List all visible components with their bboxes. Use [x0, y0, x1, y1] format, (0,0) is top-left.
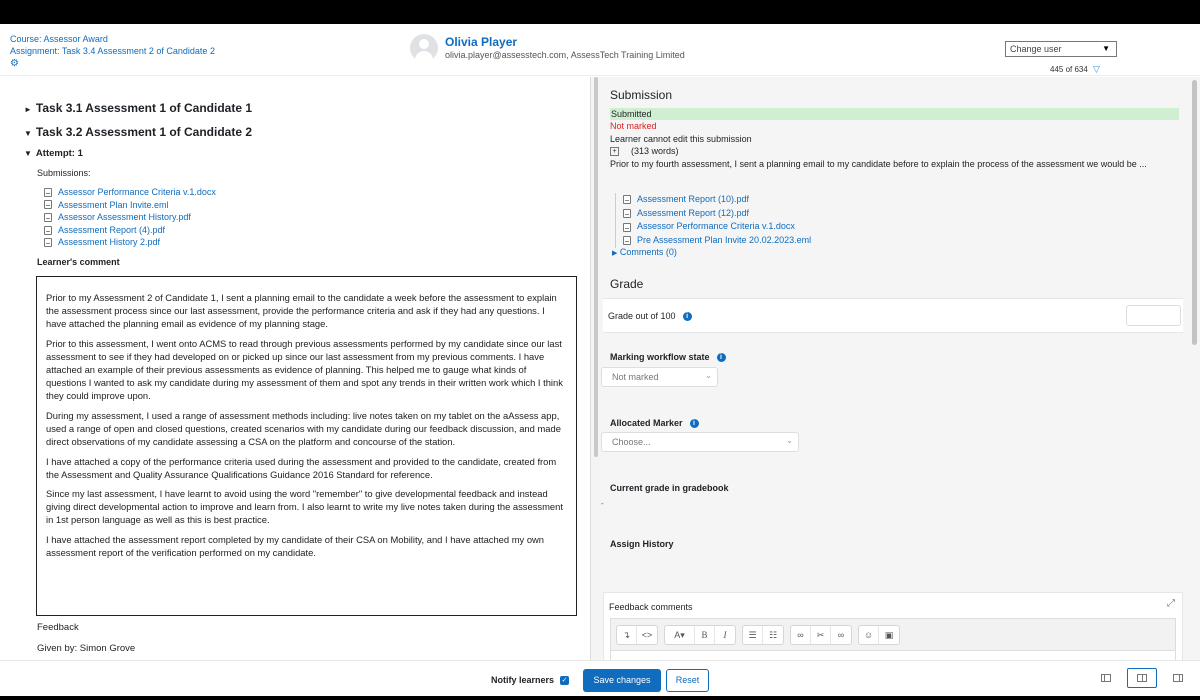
collapse-review-pane-button[interactable] — [1093, 668, 1119, 688]
collapse-grade-pane-button[interactable] — [1165, 668, 1191, 688]
feedback-comments-panel — [603, 592, 1183, 660]
collapsed-triangle-icon: ► — [24, 105, 32, 114]
paragraph-style-icon[interactable]: A▾ — [665, 626, 695, 644]
file-link[interactable]: Assessment Report (12).pdf — [637, 207, 750, 218]
file-link[interactable]: Assessment Report (4).pdf — [58, 224, 166, 235]
file-item — [623, 234, 811, 248]
file-icon — [44, 238, 52, 247]
file-icon — [623, 223, 631, 232]
workflow-state-select[interactable] — [601, 367, 718, 387]
toolbar-group — [664, 625, 736, 645]
unlink-icon[interactable]: ✂ — [811, 626, 831, 644]
submission-file-list — [44, 186, 216, 249]
task-3-1-toggle[interactable] — [24, 101, 252, 115]
grade-pane-scrollbar[interactable] — [1192, 80, 1197, 345]
comment-paragraph: Prior to this assessment, I went onto ACMS to read through previous assessments performed by my candidate since our last assessment to see if they had developed on or picked up since our last assessment from my previous comments. I have attached an example of their previous assessments as evidence of planning. This helped me to gauge what kinds of questions I wanted to ask my candidate during my assessment of them and spot any trends in their written work which I think they could improve upon. — [46, 337, 563, 402]
file-item — [44, 211, 216, 224]
attempt-title: Attempt: 1 — [35, 148, 83, 159]
learner-comment-label: Learner's comment — [37, 257, 120, 267]
comments-toggle[interactable] — [612, 247, 677, 257]
course-link[interactable]: Course: Assessor Award — [10, 34, 108, 44]
top-black-bar — [0, 0, 1200, 23]
bold-icon[interactable]: B — [695, 626, 715, 644]
default-layout-button[interactable] — [1127, 668, 1157, 688]
grader-app — [0, 24, 1200, 696]
grade-label-text: Grade out of 100 — [608, 311, 676, 321]
avatar — [410, 34, 438, 62]
file-item — [44, 236, 216, 249]
file-link[interactable]: Assessment History 2.pdf — [58, 237, 161, 248]
user-navigation — [1005, 41, 1117, 57]
grader-footer — [0, 660, 1200, 696]
allocated-marker-select[interactable] — [601, 432, 799, 452]
file-item — [623, 220, 811, 234]
workflow-label — [610, 352, 726, 362]
submission-status-badge: Submitted — [610, 108, 1179, 120]
toolbar-group — [858, 625, 900, 645]
italic-icon[interactable]: I — [723, 630, 727, 640]
layout-switcher — [1093, 668, 1199, 688]
image-icon[interactable]: ▣ — [884, 630, 894, 640]
file-icon — [623, 209, 631, 218]
file-icon — [623, 195, 631, 204]
chevron-down-icon: ⌄ — [705, 371, 712, 380]
emoticon-icon[interactable]: ☺ — [859, 626, 879, 644]
task-3-2-toggle[interactable] — [24, 125, 252, 139]
layout-right-icon — [1173, 674, 1183, 682]
settings-gear-icon[interactable]: ⚙ — [10, 58, 19, 69]
feedback-given-by: Given by: Simon Grove — [37, 643, 136, 654]
filter-icon[interactable]: ▽ — [1093, 64, 1100, 74]
toolbar-toggle-icon[interactable]: ↴ — [617, 626, 637, 644]
expand-text-icon[interactable]: + — [610, 147, 619, 156]
word-count-row — [610, 146, 679, 156]
grade-label — [608, 311, 692, 321]
gradebook-label: Current grade in gradebook — [610, 483, 729, 493]
breadcrumb — [10, 33, 215, 70]
reset-button[interactable]: Reset — [666, 669, 709, 692]
info-icon[interactable]: i — [683, 312, 692, 321]
user-count-text: 445 of 634 — [1050, 65, 1088, 74]
expanded-triangle-icon: ▼ — [24, 129, 32, 138]
file-icon — [623, 236, 631, 245]
fullscreen-icon[interactable]: ⤢ — [1167, 598, 1175, 609]
notify-learners-label: Notify learners — [491, 675, 555, 685]
file-link[interactable]: Assessor Performance Criteria v.1.docx — [58, 187, 216, 197]
file-icon — [44, 226, 52, 235]
user-email: olivia.player@assesstech.com, AssessTech Training Limited — [445, 50, 685, 60]
change-user-select[interactable] — [1005, 41, 1117, 57]
marker-label-text: Allocated Marker — [610, 418, 683, 428]
file-item — [44, 186, 216, 199]
feedback-label: Feedback — [37, 622, 79, 633]
gradebook-value: - — [601, 499, 604, 508]
file-item — [623, 207, 811, 221]
user-count — [1050, 64, 1100, 75]
info-icon[interactable]: i — [717, 353, 726, 362]
submission-excerpt: Prior to my fourth assessment, I sent a planning email to my candidate before to explain the process of the assessment we would be ... — [610, 159, 1147, 169]
editor-toolbar — [611, 619, 1175, 651]
workflow-state-value: Not marked — [612, 372, 659, 382]
file-icon — [44, 188, 52, 197]
file-link[interactable]: Assessor Assessment History.pdf — [58, 212, 191, 223]
anchor-link-icon[interactable]: ∞ — [837, 630, 845, 640]
bottom-black-bar — [0, 696, 1200, 700]
grade-input[interactable] — [1126, 305, 1181, 326]
grade-heading: Grade — [610, 277, 644, 291]
comments-label: Comments (0) — [619, 247, 677, 257]
file-item — [44, 199, 216, 212]
unordered-list-icon[interactable]: ☰ — [743, 626, 763, 644]
allocated-marker-value: Choose... — [612, 437, 651, 447]
layout-left-icon — [1101, 674, 1111, 682]
feedback-editor — [610, 618, 1176, 660]
left-pane-scrollbar[interactable] — [594, 77, 598, 457]
pane-resize-divider[interactable] — [590, 77, 601, 660]
collapsed-triangle-icon: ▶ — [612, 250, 618, 257]
comment-paragraph: Prior to my Assessment 2 of Candidate 1, I sent a planning email to the candidate a week before the assessment to explain the assessment process since our last assessment, provide the performance criteria and ask if they had any questions. I have attached the planning email as evidence of my planning stage. — [46, 292, 557, 330]
grader-header — [0, 24, 1200, 76]
file-item — [623, 193, 811, 207]
toolbar-group — [616, 625, 658, 645]
file-link[interactable]: Assessor Performance Criteria v.1.docx — [637, 221, 795, 232]
comment-paragraph: I have attached the assessment report completed by my candidate of their CSA on Mobility, and I have attached my own assessment report of the verification performed on my candidate. — [46, 534, 545, 559]
file-link[interactable]: Assessment Plan Invite.eml — [58, 199, 169, 210]
notify-learners-checkbox[interactable]: ✓ — [561, 676, 568, 684]
toolbar-group — [790, 625, 852, 645]
user-name-link[interactable]: Olivia Player — [445, 35, 518, 49]
comment-paragraph: During my assessment, I used a range of assessment methods including: live notes taken on my tablet on the aAssess app, used a range of open and closed questions, created scenarios with my candidate during our feedback discussion, and made direct observations of my candidate assessing a CSA on the platform and concourse of the station. — [46, 409, 561, 447]
learner-comment-box — [36, 276, 577, 616]
submissions-label: Submissions: — [37, 168, 91, 178]
grading-status: Not marked — [610, 121, 657, 131]
assignment-link[interactable]: Assignment: Task 3.4 Assessment 2 of Candidate 2 — [10, 46, 215, 56]
current-user — [410, 34, 685, 62]
notify-learners[interactable] — [491, 675, 569, 685]
workflow-label-text: Marking workflow state — [610, 352, 710, 362]
comment-paragraph: Since my last assessment, I have learnt to avoid using the word "remember" to give developmental feedback and instead giving direct developmental action to improve and learn from. I also learnt to write my live notes taken during the assessment in 1st person language as well as this is best practice. — [46, 488, 563, 526]
review-pane — [0, 77, 590, 660]
attempt-toggle[interactable] — [24, 148, 83, 159]
assign-history-label[interactable]: Assign History — [610, 539, 674, 549]
dropdown-caret-icon: ▼ — [1102, 44, 1110, 53]
file-link[interactable]: Pre Assessment Plan Invite 20.02.2023.eml — [637, 235, 812, 246]
file-icon — [44, 200, 52, 209]
task-3-1-title: Task 3.1 Assessment 1 of Candidate 1 — [35, 101, 253, 115]
link-icon[interactable]: ∞ — [791, 626, 811, 644]
toolbar-group — [742, 625, 784, 645]
info-icon[interactable]: i — [690, 419, 699, 428]
html-source-icon[interactable]: <> — [641, 630, 653, 640]
submitted-file-list — [615, 193, 811, 248]
file-link[interactable]: Assessment Report (10).pdf — [637, 194, 750, 204]
change-user-placeholder: Change user — [1010, 44, 1062, 54]
edit-status: Learner cannot edit this submission — [610, 134, 752, 144]
task-3-2-title: Task 3.2 Assessment 1 of Candidate 2 — [35, 125, 253, 139]
word-count: (313 words) — [631, 146, 679, 156]
file-item — [44, 224, 216, 237]
grade-row — [603, 298, 1183, 333]
save-changes-button[interactable]: Save changes — [583, 669, 661, 692]
marker-label — [610, 418, 699, 428]
file-icon — [44, 213, 52, 222]
comment-paragraph: I have attached a copy of the performance criteria used during the assessment and provided to the candidate, created from the Assessment and Quality Assurance Qualifications Guidance 2016 Standard for reference. — [46, 455, 557, 480]
grade-pane — [601, 77, 1200, 660]
layout-split-icon — [1137, 674, 1147, 682]
feedback-comments-label: Feedback comments — [609, 602, 693, 612]
ordered-list-icon[interactable]: ☷ — [768, 630, 778, 640]
submission-heading: Submission — [610, 88, 673, 102]
chevron-down-icon: ⌄ — [786, 436, 793, 445]
expanded-triangle-icon: ▼ — [24, 149, 32, 158]
